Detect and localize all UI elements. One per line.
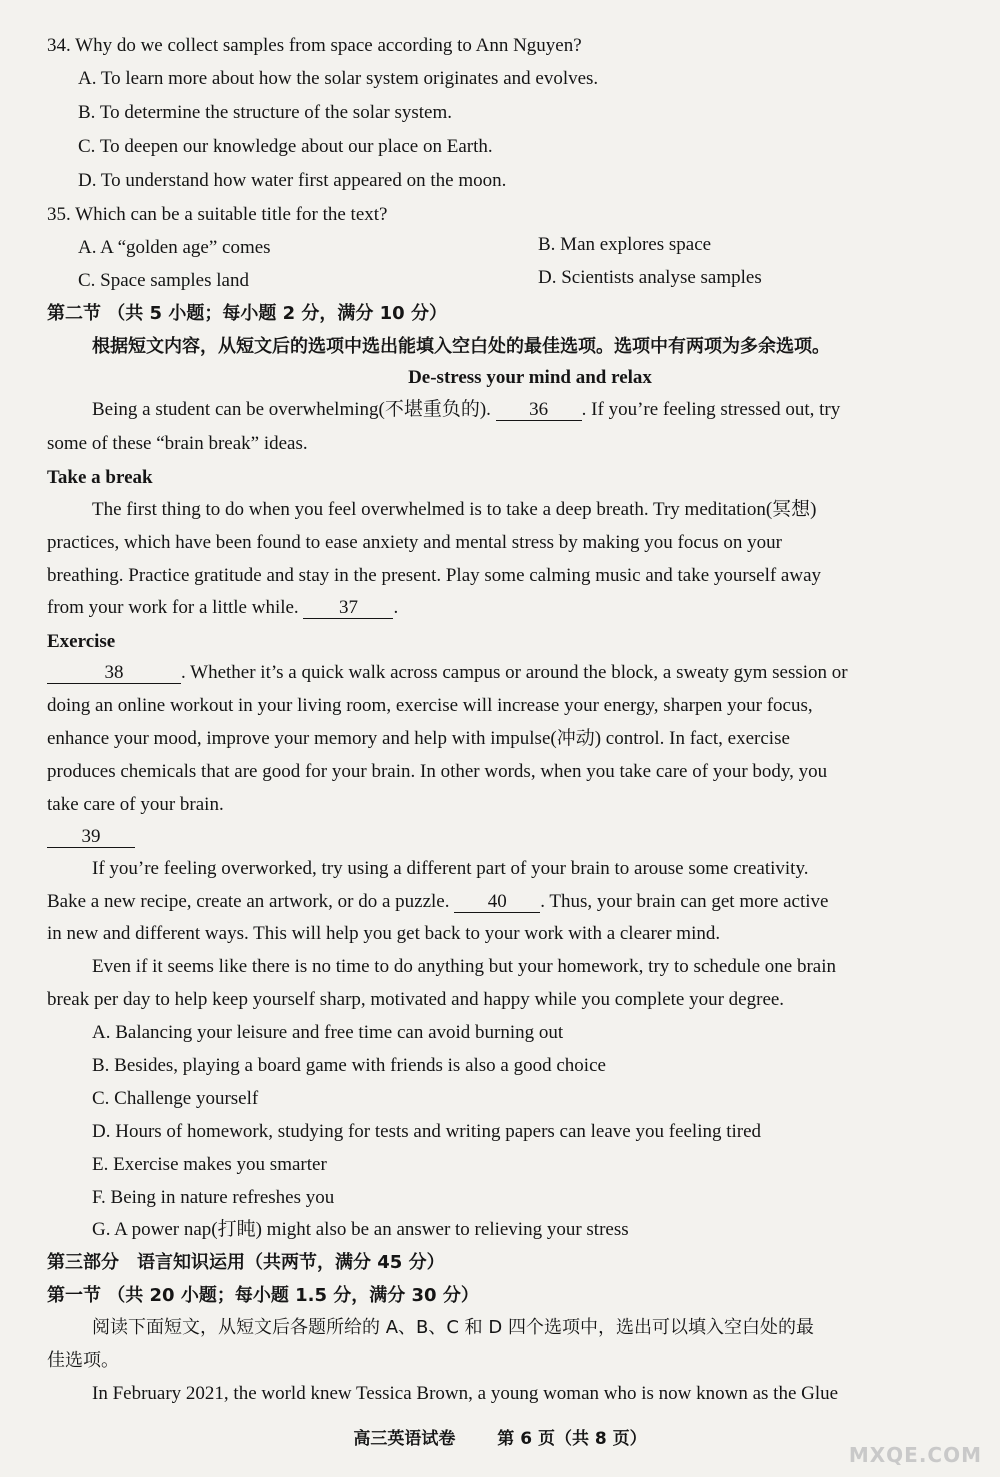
q35-option-a: A. A “golden age” comes <box>78 237 271 258</box>
choice-f: F. Being in nature refreshes you <box>92 1187 335 1208</box>
passage-p5-line-1: Even if it seems like there is no time to do anything but your homework, try to schedule one brain <box>92 956 837 977</box>
choice-a: A. Balancing your leisure and free time can avoid burning out <box>92 1022 564 1043</box>
choice-c: C. Challenge yourself <box>92 1088 259 1109</box>
section2-header: 第二节 （共 5 小题；每小题 2 分，满分 10 分） <box>47 303 447 324</box>
q34-stem: 34. Why do we collect samples from space according to Ann Nguyen? <box>47 35 582 56</box>
passage-p3-line-4: produces chemicals that are good for your brain. In other words, when you take care of your body, you <box>47 761 828 782</box>
part3-passage-start: In February 2021, the world knew Tessica Brown, a young woman who is now known as the Glue <box>92 1383 839 1404</box>
q35-option-b: B. Man explores space <box>538 234 712 255</box>
choice-b: B. Besides, playing a board game with friends is also a good choice <box>92 1055 606 1076</box>
heading-39-line <box>47 825 975 849</box>
q35-option-c: C. Space samples land <box>78 270 249 291</box>
q35-option-d: D. Scientists analyse samples <box>538 267 762 288</box>
passage-p3-line-1 <box>47 661 975 685</box>
choice-e: E. Exercise makes you smarter <box>92 1154 327 1175</box>
passage-p3-line-2: doing an online workout in your living room, exercise will increase your energy, sharpen your focus, <box>47 695 813 716</box>
blank-38[interactable]: 38 <box>47 663 181 684</box>
passage-paragraph-1 <box>92 398 974 422</box>
passage-p2-line-2: practices, which have been found to ease anxiety and mental stress by making you focus on your <box>47 532 782 553</box>
footer-page-number: 第 6 页（共 8 页） <box>497 1429 647 1449</box>
q34-option-a: A. To learn more about how the solar system originates and evolves. <box>78 68 599 89</box>
choice-d: D. Hours of homework, studying for tests and writing papers can leave you feeling tired <box>92 1121 762 1142</box>
passage-p3-line-3: enhance your mood, improve your memory and help with impulse(冲动) control. In fact, exercise <box>47 728 790 749</box>
passage-p3-line-5: take care of your brain. <box>47 794 224 815</box>
passage-p1-text-a: Being a student can be overwhelming(不堪重负的). <box>92 399 496 420</box>
passage-p2-line-1: The first thing to do when you feel overwhelmed is to take a deep breath. Try meditation(冥想) <box>92 499 817 520</box>
passage-p4-line-2 <box>47 890 975 914</box>
passage-p4-text-b: . Thus, your brain can get more active <box>540 891 829 912</box>
watermark-logo: MXQE.COM <box>848 1443 982 1467</box>
blank-37[interactable]: 37 <box>303 598 393 619</box>
passage-p1-line-2: some of these “brain break” ideas. <box>47 433 308 454</box>
footer-exam-name: 高三英语试卷 <box>353 1429 456 1449</box>
passage-title: De-stress your mind and relax <box>408 367 652 388</box>
passage-p5-line-2: break per day to help keep yourself sharp, motivated and happy while you complete your degree. <box>47 989 785 1010</box>
passage-p2-text-b: . <box>393 597 399 618</box>
section2-instruction: 根据短文内容，从短文后的选项中选出能填入空白处的最佳选项。选项中有两项为多余选项。 <box>92 336 830 357</box>
passage-p2-line-3: breathing. Practice gratitude and stay in the present. Play some calming music and take yourself away <box>47 565 822 586</box>
passage-p1-text-b: . If you’re feeling stressed out, try <box>581 399 841 420</box>
passage-p3-text-1: . Whether it’s a quick walk across campus or around the block, a sweaty gym session or <box>181 662 848 683</box>
q34-option-b: B. To determine the structure of the solar system. <box>78 102 453 123</box>
q34-option-d: D. To understand how water first appeared on the moon. <box>78 170 507 191</box>
blank-40[interactable]: 40 <box>454 892 540 913</box>
blank-36[interactable]: 36 <box>496 400 582 421</box>
part3-header: 第三部分 语言知识运用（共两节，满分 45 分） <box>47 1252 445 1273</box>
part3-instruction-line-2: 佳选项。 <box>47 1350 119 1371</box>
passage-p4-line-1: If you’re feeling overworked, try using a different part of your brain to arouse some creativity. <box>92 858 809 879</box>
q35-stem: 35. Which can be a suitable title for the text? <box>47 204 388 225</box>
choice-g: G. A power nap(打盹) might also be an answer to relieving your stress <box>92 1219 629 1240</box>
passage-p2-line-4 <box>47 596 975 620</box>
q34-option-c: C. To deepen our knowledge about our place on Earth. <box>78 136 493 157</box>
passage-p4-line-3: in new and different ways. This will help you get back to your work with a clearer mind. <box>47 923 721 944</box>
passage-p2-text-a: from your work for a little while. <box>47 597 304 618</box>
part3-section1-header: 第一节 （共 20 小题；每小题 1.5 分，满分 30 分） <box>47 1285 479 1306</box>
blank-39[interactable]: 39 <box>47 827 135 848</box>
part3-instruction-line-1: 阅读下面短文，从短文后各题所给的 A、B、C 和 D 四个选项中，选出可以填入空白处的最 <box>92 1317 814 1338</box>
passage-p4-text-a: Bake a new recipe, create an artwork, or do a puzzle. <box>47 891 455 912</box>
heading-take-a-break: Take a break <box>47 467 153 488</box>
heading-exercise: Exercise <box>47 631 116 652</box>
